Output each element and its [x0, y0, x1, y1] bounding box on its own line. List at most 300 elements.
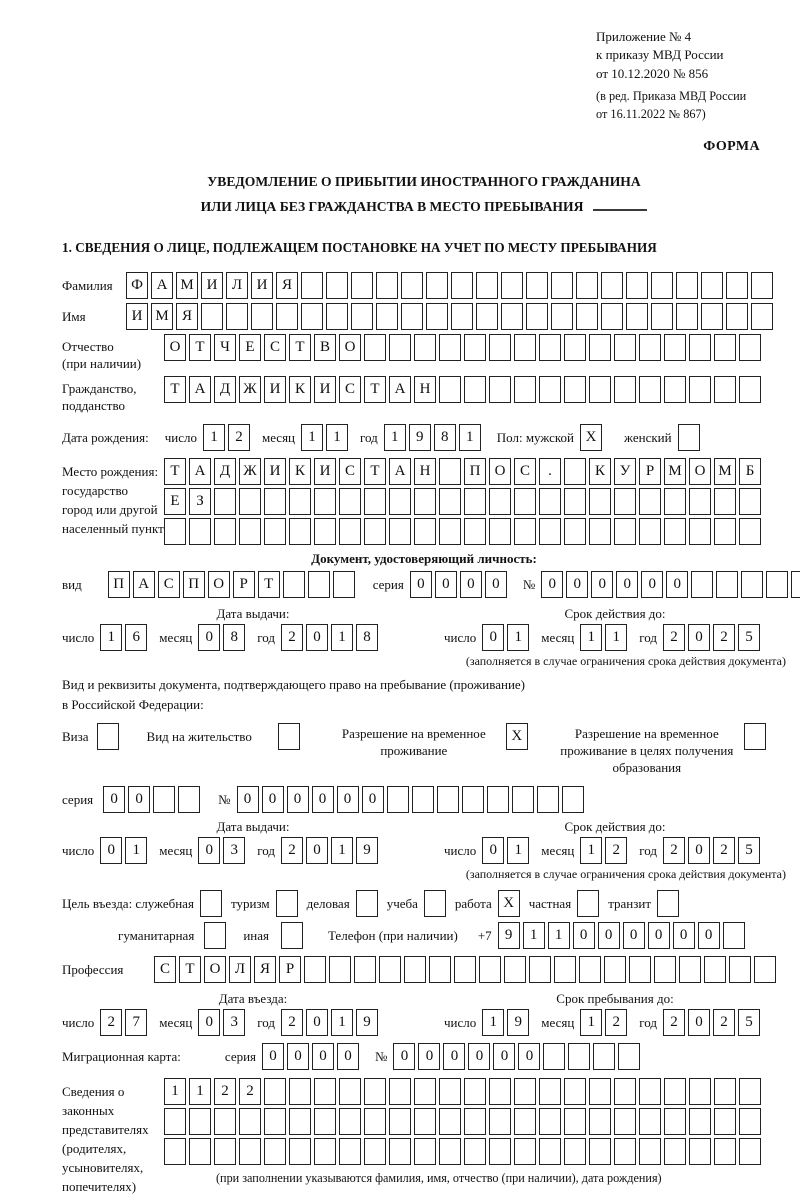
form-cell[interactable] — [714, 1108, 736, 1135]
form-cell[interactable] — [614, 518, 636, 545]
form-cell[interactable]: С — [339, 458, 361, 485]
form-cell[interactable]: 0 — [460, 571, 482, 598]
form-cell[interactable]: 0 — [198, 837, 220, 864]
form-cell[interactable]: А — [189, 376, 211, 403]
form-cell[interactable] — [414, 488, 436, 515]
form-cell[interactable] — [439, 1138, 461, 1165]
form-cell[interactable]: 8 — [223, 624, 245, 651]
form-cell[interactable]: 0 — [306, 624, 328, 651]
form-cell[interactable]: 5 — [738, 1009, 760, 1036]
form-cell[interactable] — [589, 1138, 611, 1165]
form-cell[interactable]: 0 — [287, 1043, 309, 1070]
form-cell[interactable] — [664, 518, 686, 545]
form-cell[interactable] — [604, 956, 626, 983]
form-cell[interactable] — [239, 518, 261, 545]
form-cell[interactable]: Т — [179, 956, 201, 983]
form-cell[interactable] — [239, 1108, 261, 1135]
form-cell[interactable] — [214, 488, 236, 515]
purpose-business-checkbox[interactable] — [356, 890, 378, 917]
form-cell[interactable]: Т — [189, 334, 211, 361]
form-cell[interactable] — [364, 518, 386, 545]
form-cell[interactable]: И — [264, 376, 286, 403]
form-cell[interactable] — [614, 1138, 636, 1165]
form-cell[interactable] — [744, 723, 766, 750]
form-cell[interactable] — [426, 272, 448, 299]
form-cell[interactable]: 0 — [493, 1043, 515, 1070]
form-cell[interactable]: 0 — [443, 1043, 465, 1070]
form-cell[interactable] — [414, 1108, 436, 1135]
form-cell[interactable]: М — [714, 458, 736, 485]
form-cell[interactable]: X — [506, 723, 528, 750]
form-cell[interactable] — [454, 956, 476, 983]
form-cell[interactable] — [289, 1078, 311, 1105]
form-cell[interactable] — [526, 303, 548, 330]
form-cell[interactable] — [414, 1138, 436, 1165]
form-cell[interactable]: К — [289, 458, 311, 485]
form-cell[interactable] — [514, 1108, 536, 1135]
form-cell[interactable] — [276, 890, 298, 917]
form-cell[interactable] — [514, 376, 536, 403]
form-cell[interactable] — [589, 488, 611, 515]
visa-checkbox[interactable] — [97, 723, 119, 750]
form-cell[interactable] — [308, 571, 330, 598]
form-cell[interactable] — [791, 571, 800, 598]
form-cell[interactable] — [226, 303, 248, 330]
form-cell[interactable]: С — [154, 956, 176, 983]
form-cell[interactable] — [414, 334, 436, 361]
form-cell[interactable]: 2 — [281, 624, 303, 651]
form-cell[interactable] — [354, 956, 376, 983]
form-cell[interactable] — [379, 956, 401, 983]
form-cell[interactable]: З — [189, 488, 211, 515]
form-cell[interactable] — [679, 956, 701, 983]
form-cell[interactable]: 0 — [566, 571, 588, 598]
form-cell[interactable] — [451, 303, 473, 330]
form-cell[interactable]: С — [514, 458, 536, 485]
form-cell[interactable]: Т — [364, 458, 386, 485]
form-cell[interactable] — [283, 571, 305, 598]
form-cell[interactable] — [276, 303, 298, 330]
form-cell[interactable] — [589, 334, 611, 361]
form-cell[interactable]: 1 — [580, 1009, 602, 1036]
form-cell[interactable]: 2 — [713, 624, 735, 651]
form-cell[interactable]: 0 — [688, 624, 710, 651]
form-cell[interactable] — [626, 303, 648, 330]
form-cell[interactable] — [714, 334, 736, 361]
form-cell[interactable]: 0 — [482, 837, 504, 864]
form-cell[interactable]: 0 — [362, 786, 384, 813]
form-cell[interactable] — [626, 272, 648, 299]
form-cell[interactable]: Д — [214, 458, 236, 485]
form-cell[interactable] — [401, 303, 423, 330]
form-cell[interactable] — [726, 303, 748, 330]
form-cell[interactable]: 1 — [580, 624, 602, 651]
form-cell[interactable] — [514, 1138, 536, 1165]
form-cell[interactable]: Я — [254, 956, 276, 983]
form-cell[interactable] — [364, 1138, 386, 1165]
form-cell[interactable]: А — [389, 458, 411, 485]
form-cell[interactable] — [314, 488, 336, 515]
form-cell[interactable] — [564, 518, 586, 545]
form-cell[interactable] — [439, 518, 461, 545]
form-cell[interactable] — [489, 518, 511, 545]
form-cell[interactable] — [464, 1078, 486, 1105]
form-cell[interactable] — [504, 956, 526, 983]
form-cell[interactable]: К — [589, 458, 611, 485]
form-cell[interactable]: 1 — [331, 624, 353, 651]
form-cell[interactable] — [200, 890, 222, 917]
form-cell[interactable] — [487, 786, 509, 813]
form-cell[interactable] — [689, 1138, 711, 1165]
purpose-private-checkbox[interactable] — [577, 890, 599, 917]
form-cell[interactable]: Е — [164, 488, 186, 515]
form-cell[interactable] — [551, 303, 573, 330]
form-cell[interactable] — [614, 376, 636, 403]
form-cell[interactable]: 0 — [237, 786, 259, 813]
form-cell[interactable] — [512, 786, 534, 813]
form-cell[interactable]: 9 — [498, 922, 520, 949]
form-cell[interactable] — [714, 376, 736, 403]
form-cell[interactable] — [153, 786, 175, 813]
form-cell[interactable]: 1 — [189, 1078, 211, 1105]
form-cell[interactable]: 0 — [641, 571, 663, 598]
form-cell[interactable]: 0 — [623, 922, 645, 949]
form-cell[interactable]: 1 — [580, 837, 602, 864]
form-cell[interactable]: 2 — [663, 624, 685, 651]
form-cell[interactable]: X — [498, 890, 520, 917]
form-cell[interactable]: Т — [164, 458, 186, 485]
form-cell[interactable] — [214, 1138, 236, 1165]
form-cell[interactable]: Н — [414, 458, 436, 485]
temp-residence-edu-checkbox[interactable] — [744, 723, 766, 750]
form-cell[interactable] — [564, 488, 586, 515]
form-cell[interactable] — [464, 376, 486, 403]
form-cell[interactable]: И — [201, 272, 223, 299]
form-cell[interactable]: Т — [258, 571, 280, 598]
form-cell[interactable] — [554, 956, 576, 983]
form-cell[interactable]: О — [689, 458, 711, 485]
form-cell[interactable] — [639, 376, 661, 403]
form-cell[interactable] — [364, 1078, 386, 1105]
form-cell[interactable]: 0 — [418, 1043, 440, 1070]
form-cell[interactable]: 0 — [541, 571, 563, 598]
form-cell[interactable] — [314, 1138, 336, 1165]
purpose-humanitarian-checkbox[interactable] — [204, 922, 226, 949]
form-cell[interactable]: Ф — [126, 272, 148, 299]
form-cell[interactable] — [678, 424, 700, 451]
form-cell[interactable] — [689, 376, 711, 403]
form-cell[interactable] — [739, 518, 761, 545]
purpose-work-checkbox[interactable] — [498, 890, 520, 917]
form-cell[interactable] — [439, 488, 461, 515]
form-cell[interactable]: 1 — [384, 424, 406, 451]
form-cell[interactable] — [278, 723, 300, 750]
form-cell[interactable] — [464, 518, 486, 545]
form-cell[interactable] — [339, 1138, 361, 1165]
form-cell[interactable] — [479, 956, 501, 983]
form-cell[interactable]: 0 — [673, 922, 695, 949]
form-cell[interactable]: 0 — [518, 1043, 540, 1070]
form-cell[interactable] — [451, 272, 473, 299]
form-cell[interactable]: 0 — [616, 571, 638, 598]
form-cell[interactable]: С — [264, 334, 286, 361]
form-cell[interactable] — [289, 1138, 311, 1165]
form-cell[interactable] — [739, 1108, 761, 1135]
form-cell[interactable]: 2 — [713, 1009, 735, 1036]
form-cell[interactable]: 2 — [605, 1009, 627, 1036]
form-cell[interactable] — [364, 488, 386, 515]
form-cell[interactable]: Н — [414, 376, 436, 403]
form-cell[interactable] — [689, 1078, 711, 1105]
form-cell[interactable] — [618, 1043, 640, 1070]
form-cell[interactable] — [439, 1108, 461, 1135]
form-cell[interactable] — [501, 303, 523, 330]
form-cell[interactable] — [601, 272, 623, 299]
form-cell[interactable]: 1 — [548, 922, 570, 949]
form-cell[interactable]: Б — [739, 458, 761, 485]
form-cell[interactable]: 9 — [409, 424, 431, 451]
form-cell[interactable] — [464, 1138, 486, 1165]
form-cell[interactable] — [689, 518, 711, 545]
form-cell[interactable] — [339, 518, 361, 545]
form-cell[interactable] — [726, 272, 748, 299]
form-cell[interactable]: 0 — [312, 1043, 334, 1070]
form-cell[interactable] — [664, 488, 686, 515]
form-cell[interactable] — [614, 1108, 636, 1135]
form-cell[interactable] — [178, 786, 200, 813]
form-cell[interactable]: О — [204, 956, 226, 983]
form-cell[interactable] — [164, 1138, 186, 1165]
form-cell[interactable] — [689, 1108, 711, 1135]
form-cell[interactable] — [664, 376, 686, 403]
form-cell[interactable]: X — [580, 424, 602, 451]
form-cell[interactable] — [489, 334, 511, 361]
form-cell[interactable] — [164, 1108, 186, 1135]
form-cell[interactable] — [714, 518, 736, 545]
form-cell[interactable] — [739, 334, 761, 361]
sex-female-checkbox[interactable] — [678, 424, 700, 451]
form-cell[interactable] — [539, 334, 561, 361]
form-cell[interactable] — [576, 303, 598, 330]
form-cell[interactable] — [564, 1078, 586, 1105]
form-cell[interactable]: К — [289, 376, 311, 403]
form-cell[interactable] — [514, 1078, 536, 1105]
form-cell[interactable] — [639, 1138, 661, 1165]
form-cell[interactable] — [351, 303, 373, 330]
form-cell[interactable] — [429, 956, 451, 983]
form-cell[interactable]: 0 — [128, 786, 150, 813]
form-cell[interactable] — [664, 1138, 686, 1165]
purpose-transit-checkbox[interactable] — [657, 890, 679, 917]
form-cell[interactable] — [564, 1108, 586, 1135]
form-cell[interactable]: 2 — [663, 837, 685, 864]
form-cell[interactable]: С — [158, 571, 180, 598]
form-cell[interactable] — [514, 488, 536, 515]
form-cell[interactable] — [539, 1078, 561, 1105]
form-cell[interactable]: 1 — [125, 837, 147, 864]
form-cell[interactable]: 0 — [337, 786, 359, 813]
form-cell[interactable] — [462, 786, 484, 813]
form-cell[interactable] — [264, 1108, 286, 1135]
form-cell[interactable]: 5 — [738, 837, 760, 864]
form-cell[interactable]: Т — [164, 376, 186, 403]
form-cell[interactable] — [526, 272, 548, 299]
form-cell[interactable] — [464, 334, 486, 361]
form-cell[interactable]: Л — [229, 956, 251, 983]
form-cell[interactable] — [329, 956, 351, 983]
form-cell[interactable]: 2 — [281, 837, 303, 864]
form-cell[interactable]: 3 — [223, 1009, 245, 1036]
form-cell[interactable] — [289, 518, 311, 545]
form-cell[interactable] — [639, 518, 661, 545]
form-cell[interactable] — [716, 571, 738, 598]
form-cell[interactable] — [564, 458, 586, 485]
form-cell[interactable]: И — [126, 303, 148, 330]
form-cell[interactable]: 0 — [306, 837, 328, 864]
form-cell[interactable] — [389, 1108, 411, 1135]
form-cell[interactable] — [214, 1108, 236, 1135]
form-cell[interactable] — [701, 272, 723, 299]
form-cell[interactable]: Ж — [239, 376, 261, 403]
form-cell[interactable]: Л — [226, 272, 248, 299]
form-cell[interactable]: Е — [239, 334, 261, 361]
form-cell[interactable] — [389, 1138, 411, 1165]
form-cell[interactable] — [401, 272, 423, 299]
form-cell[interactable] — [577, 890, 599, 917]
form-cell[interactable] — [564, 376, 586, 403]
form-cell[interactable]: 0 — [100, 837, 122, 864]
form-cell[interactable] — [414, 518, 436, 545]
form-cell[interactable]: Я — [276, 272, 298, 299]
form-cell[interactable]: 0 — [435, 571, 457, 598]
form-cell[interactable] — [264, 1078, 286, 1105]
form-cell[interactable] — [501, 272, 523, 299]
form-cell[interactable] — [543, 1043, 565, 1070]
form-cell[interactable] — [751, 272, 773, 299]
form-cell[interactable]: 0 — [410, 571, 432, 598]
form-cell[interactable] — [723, 922, 745, 949]
form-cell[interactable]: 1 — [482, 1009, 504, 1036]
form-cell[interactable] — [576, 272, 598, 299]
form-cell[interactable] — [304, 956, 326, 983]
form-cell[interactable]: 0 — [198, 624, 220, 651]
form-cell[interactable] — [629, 956, 651, 983]
form-cell[interactable] — [704, 956, 726, 983]
form-cell[interactable]: 0 — [648, 922, 670, 949]
form-cell[interactable]: 0 — [485, 571, 507, 598]
form-cell[interactable] — [389, 518, 411, 545]
form-cell[interactable] — [676, 303, 698, 330]
form-cell[interactable] — [701, 303, 723, 330]
form-cell[interactable] — [264, 488, 286, 515]
form-cell[interactable] — [676, 272, 698, 299]
form-cell[interactable] — [301, 272, 323, 299]
form-cell[interactable]: 0 — [103, 786, 125, 813]
form-cell[interactable]: Р — [639, 458, 661, 485]
form-cell[interactable] — [351, 272, 373, 299]
form-cell[interactable]: П — [108, 571, 130, 598]
form-cell[interactable]: 2 — [281, 1009, 303, 1036]
form-cell[interactable]: 1 — [100, 624, 122, 651]
form-cell[interactable]: 0 — [598, 922, 620, 949]
form-cell[interactable]: 0 — [262, 1043, 284, 1070]
form-cell[interactable] — [439, 376, 461, 403]
form-cell[interactable] — [301, 303, 323, 330]
form-cell[interactable] — [412, 786, 434, 813]
form-cell[interactable] — [639, 334, 661, 361]
form-cell[interactable] — [214, 518, 236, 545]
form-cell[interactable] — [204, 922, 226, 949]
form-cell[interactable] — [97, 723, 119, 750]
form-cell[interactable] — [464, 488, 486, 515]
form-cell[interactable] — [639, 1078, 661, 1105]
form-cell[interactable] — [389, 488, 411, 515]
form-cell[interactable] — [489, 1108, 511, 1135]
purpose-tourism-checkbox[interactable] — [276, 890, 298, 917]
form-cell[interactable] — [389, 334, 411, 361]
form-cell[interactable] — [339, 488, 361, 515]
form-cell[interactable] — [189, 1138, 211, 1165]
form-cell[interactable] — [514, 518, 536, 545]
form-cell[interactable] — [741, 571, 763, 598]
form-cell[interactable]: 0 — [688, 1009, 710, 1036]
form-cell[interactable]: Д — [214, 376, 236, 403]
form-cell[interactable]: 1 — [331, 837, 353, 864]
form-cell[interactable]: 1 — [523, 922, 545, 949]
form-cell[interactable] — [729, 956, 751, 983]
form-cell[interactable]: А — [389, 376, 411, 403]
form-cell[interactable] — [562, 786, 584, 813]
form-cell[interactable]: 2 — [605, 837, 627, 864]
form-cell[interactable]: 9 — [507, 1009, 529, 1036]
form-cell[interactable]: 1 — [605, 624, 627, 651]
form-cell[interactable]: 1 — [507, 624, 529, 651]
form-cell[interactable] — [389, 1078, 411, 1105]
form-cell[interactable] — [264, 518, 286, 545]
form-cell[interactable] — [593, 1043, 615, 1070]
form-cell[interactable]: 0 — [698, 922, 720, 949]
form-cell[interactable] — [766, 571, 788, 598]
form-cell[interactable] — [464, 1108, 486, 1135]
purpose-study-checkbox[interactable] — [424, 890, 446, 917]
form-cell[interactable]: 0 — [337, 1043, 359, 1070]
form-cell[interactable] — [364, 1108, 386, 1135]
form-cell[interactable] — [739, 1138, 761, 1165]
form-cell[interactable] — [539, 376, 561, 403]
form-cell[interactable] — [714, 1138, 736, 1165]
form-cell[interactable] — [326, 272, 348, 299]
form-cell[interactable]: 8 — [434, 424, 456, 451]
form-cell[interactable] — [657, 890, 679, 917]
form-cell[interactable] — [537, 786, 559, 813]
form-cell[interactable] — [339, 1108, 361, 1135]
form-cell[interactable]: Т — [289, 334, 311, 361]
form-cell[interactable] — [439, 334, 461, 361]
form-cell[interactable] — [568, 1043, 590, 1070]
form-cell[interactable] — [751, 303, 773, 330]
form-cell[interactable]: 0 — [591, 571, 613, 598]
form-cell[interactable] — [714, 488, 736, 515]
form-cell[interactable] — [326, 303, 348, 330]
form-cell[interactable] — [754, 956, 776, 983]
sex-male-checkbox[interactable] — [580, 424, 602, 451]
form-cell[interactable]: 1 — [459, 424, 481, 451]
form-cell[interactable] — [426, 303, 448, 330]
form-cell[interactable]: Т — [364, 376, 386, 403]
form-cell[interactable] — [601, 303, 623, 330]
form-cell[interactable] — [691, 571, 713, 598]
form-cell[interactable]: 0 — [198, 1009, 220, 1036]
